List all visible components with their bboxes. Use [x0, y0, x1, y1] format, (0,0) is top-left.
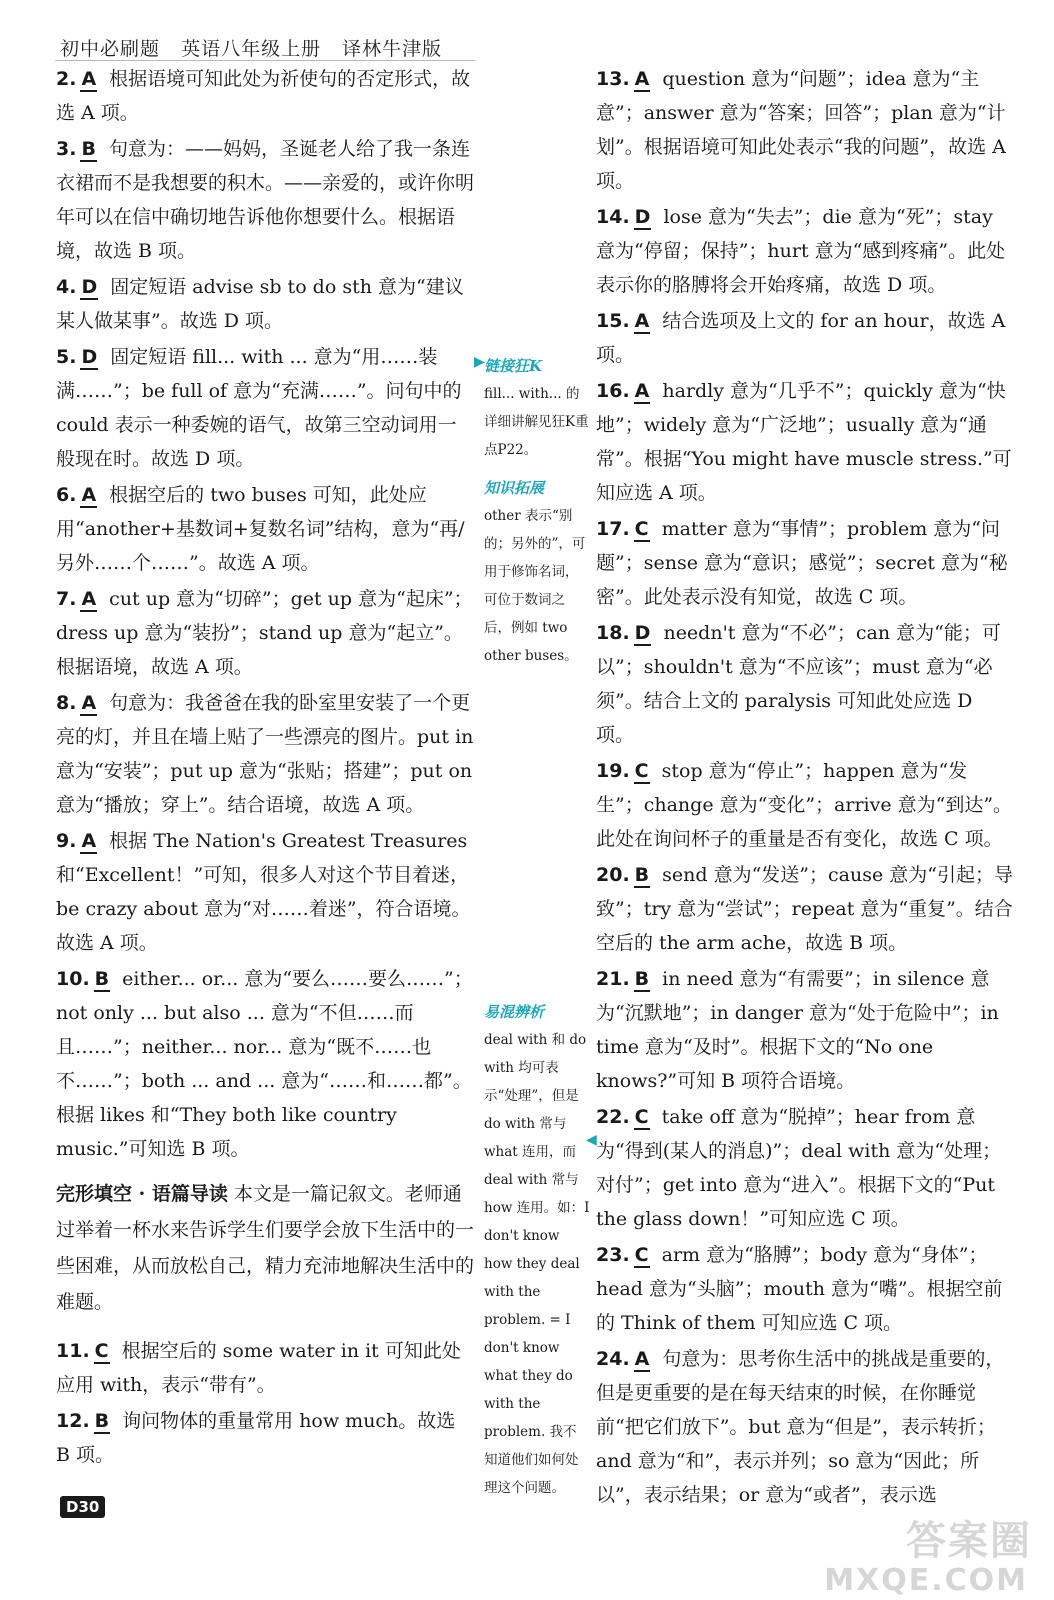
- page-number: D30: [60, 1496, 105, 1518]
- answer-letter: C: [634, 518, 649, 540]
- reading-guide: [56, 1176, 474, 1320]
- header-divider: [55, 60, 475, 61]
- side-note-text: fill... with... 的详细讲解见狂K重点P22。: [484, 386, 589, 458]
- answer-item: [596, 1100, 1014, 1236]
- side-note-expand: [484, 474, 590, 670]
- answer-item: [596, 200, 1014, 302]
- explanation-text: cut up 意为“切碎”；get up 意为“起床”；dress up 意为“装扮”；stand up 意为“起立”。根据语境，故选 A 项。: [56, 588, 473, 678]
- question-number: 18.: [596, 622, 630, 644]
- answer-item: [56, 1404, 474, 1472]
- explanation-text: 固定短语 advise sb to do sth 意为“建议某人做某事”。故选 D 项。: [56, 276, 464, 332]
- arrow-right-icon: ▶: [474, 354, 485, 370]
- question-number: 14.: [596, 206, 630, 228]
- question-number: 17.: [596, 518, 630, 540]
- explanation-text: 根据语境可知此处为祈使句的否定形式，故选 A 项。: [56, 68, 471, 124]
- question-number: 11.: [56, 1340, 90, 1362]
- explanation-text: in need 意为“有需要”；in silence 意为“沉默地”；in danger 意为“处于危险中”；in time 意为“及时”。根据下文的“No one knows?”可知 B 项符合语境。: [596, 968, 999, 1092]
- explanation-text: needn't 意为“不必”；can 意为“能；可以”；shouldn't 意为“不应该”；must 意为“必须”。结合上文的 paralysis 可知此处应选 D 项。: [596, 622, 1001, 746]
- answer-letter: A: [81, 588, 97, 610]
- answer-letter: C: [634, 760, 649, 782]
- answer-letter: B: [94, 968, 110, 990]
- guide-title: 完形填空 · 语篇导读: [56, 1183, 228, 1205]
- answer-item: [56, 270, 474, 338]
- answer-letter: A: [634, 1348, 650, 1370]
- answer-item: [56, 962, 474, 1166]
- arrow-left-icon: ◀: [586, 1132, 597, 1148]
- question-number: 20.: [596, 864, 630, 886]
- explanation-text: question 意为“问题”；idea 意为“主意”；answer 意为“答案；回答”；plan 意为“计划”。根据语境可知此处表示“我的问题”，故选 A 项。: [596, 68, 1006, 192]
- answer-item: [596, 512, 1014, 614]
- answer-item: [596, 374, 1014, 510]
- question-number: 22.: [596, 1106, 630, 1128]
- answer-letter: B: [634, 968, 650, 990]
- explanation-text: hardly 意为“几乎不”；quickly 意为“快地”；widely 意为“广泛地”；usually 意为“通常”。根据“You might have muscle stress.”可知应选 A 项。: [596, 380, 1012, 504]
- explanation-text: take off 意为“脱掉”；hear from 意为“得到(某人的消息)”；deal with 意为“处理；对付”；get into 意为“进入”。根据下文的“Put the glass down！”可知应选 C 项。: [596, 1106, 1002, 1230]
- answer-letter: C: [634, 1244, 649, 1266]
- answer-item: [596, 1238, 1014, 1340]
- answer-letter: A: [634, 68, 650, 90]
- answer-item: [56, 62, 474, 130]
- answer-letter: B: [94, 1410, 110, 1432]
- answer-item: [596, 754, 1014, 856]
- answer-item: [56, 824, 474, 960]
- answer-letter: B: [634, 864, 650, 886]
- explanation-text: 句意为：——妈妈，圣诞老人给了我一条连衣裙而不是我想要的积木。——亲爱的，或许你明年可以在信中确切地告诉他你想要什么。根据语境，故选 B 项。: [56, 138, 475, 262]
- question-number: 7.: [56, 588, 77, 610]
- side-note-title: 知识拓展: [484, 479, 545, 497]
- question-number: 2.: [56, 68, 77, 90]
- answer-letter: B: [81, 138, 96, 160]
- book-title: 初中必刷题: [60, 38, 161, 60]
- explanation-text: 根据空后的 two buses 可知，此处应用“another+基数词+复数名词”结构，意为“再/另外……个……”。故选 A 项。: [56, 484, 465, 574]
- answer-item: [596, 304, 1014, 372]
- side-note-title: 易混辨析: [484, 1003, 545, 1021]
- side-note-text: other 表示“别的；另外的”，可用于修饰名词，可位于数词之后，例如 two other buses。: [484, 508, 586, 664]
- subject-title: 英语八年级上册: [181, 38, 322, 60]
- question-number: 10.: [56, 968, 90, 990]
- explanation-text: arm 意为“胳膊”；body 意为“身体”；head 意为“头脑”；mouth 意为“嘴”。根据空前的 Think of them 可知应选 C 项。: [596, 1244, 1003, 1334]
- answer-item: [596, 616, 1014, 752]
- side-note-text: deal with 和 do with 均可表示“处理”，但是 do with 常与 what 连用，而 deal with 常与 how 连用。如：I don't know how they deal with the problem. = I don't know what they do with the problem. 我不知道他们如何处理这个问题。: [484, 1032, 590, 1496]
- guide-text: 本文是一篇记叙文。老师通过举着一杯水来告诉学生们要学会放下生活中的一些困难，从而放松自己，精力充沛地解决生活中的难题。: [56, 1183, 475, 1313]
- explanation-text: send 意为“发送”；cause 意为“引起；导致”；try 意为“尝试”；repeat 意为“重复”。结合空后的 the arm ache，故选 B 项。: [596, 864, 1013, 954]
- question-number: 21.: [596, 968, 630, 990]
- answer-item: [56, 478, 474, 580]
- answer-item: [56, 340, 474, 476]
- right-answer-list: [596, 62, 1014, 1512]
- answer-item: [596, 962, 1014, 1098]
- question-number: 3.: [56, 138, 77, 160]
- question-number: 19.: [596, 760, 630, 782]
- explanation-text: stop 意为“停止”；happen 意为“发生”；change 意为“变化”；arrive 意为“到达”。此处在询问杯子的重量是否有变化，故选 C 项。: [596, 760, 1013, 850]
- answer-item: [56, 1334, 474, 1402]
- answer-item: [596, 62, 1014, 198]
- answer-item: [596, 858, 1014, 960]
- answer-item: [596, 1342, 1014, 1512]
- answer-letter: D: [634, 206, 651, 228]
- answer-letter: D: [81, 346, 98, 368]
- answer-letter: A: [81, 830, 97, 852]
- explanation-text: 句意为：思考你生活中的挑战是重要的，但是更重要的是在每天结束的时候，在你睡觉前“把它们放下”。but 意为“但是”，表示转折；and 意为“和”，表示并列；so 意为“因此；所以”，表示结果；or 意为“或者”，表示选: [596, 1348, 1005, 1506]
- explanation-text: lose 意为“失去”；die 意为“死”；stay 意为“停留；保持”；hurt 意为“感到疼痛”。此处表示你的胳膊将会开始疼痛，故选 D 项。: [596, 206, 1006, 296]
- answer-item: [56, 686, 474, 822]
- edition-title: 译林牛津版: [342, 38, 443, 60]
- side-note-link: [484, 352, 590, 464]
- question-number: 15.: [596, 310, 630, 332]
- answer-letter: A: [634, 310, 650, 332]
- explanation-text: 根据 The Nation's Greatest Treasures 和“Excellent！”可知，很多人对这个节目着迷，be crazy about 意为“对……着迷”，符合语境。故选 A 项。: [56, 830, 471, 954]
- side-note-confuse: [484, 998, 590, 1502]
- explanation-text: matter 意为“事情”；problem 意为“问题”；sense 意为“意识；感觉”；secret 意为“秘密”。此处表示没有知觉，故选 C 项。: [596, 518, 1008, 608]
- right-column: [596, 62, 1014, 1514]
- question-number: 23.: [596, 1244, 630, 1266]
- answer-letter: C: [634, 1106, 649, 1128]
- left-answer-list: [56, 62, 474, 1166]
- explanation-text: 固定短语 fill... with ... 意为“用……装满……”；be full of 意为“充满……”。问句中的 could 表示一种委婉的语气，故第三空动词用一般现在时。故选 D 项。: [56, 346, 462, 470]
- side-note-title: 链接狂K: [484, 357, 543, 375]
- question-number: 4.: [56, 276, 77, 298]
- question-number: 8.: [56, 692, 77, 714]
- answer-letter: A: [81, 484, 97, 506]
- question-number: 9.: [56, 830, 77, 852]
- explanation-text: 结合选项及上文的 for an hour，故选 A 项。: [596, 310, 1006, 366]
- page-header: [60, 34, 456, 61]
- answer-letter: D: [634, 622, 651, 644]
- left-column: [56, 62, 474, 1474]
- answer-letter: D: [81, 276, 98, 298]
- answer-letter: C: [94, 1340, 109, 1362]
- explanation-text: 根据空后的 some water in it 可知此处应用 with，表示“带有”。: [56, 1340, 461, 1396]
- question-number: 5.: [56, 346, 77, 368]
- question-number: 12.: [56, 1410, 90, 1432]
- question-number: 24.: [596, 1348, 630, 1370]
- watermark-logo: 答案圈: [906, 1518, 1032, 1564]
- question-number: 6.: [56, 484, 77, 506]
- watermark-url: MXQE.COM: [824, 1563, 1028, 1598]
- question-number: 13.: [596, 68, 630, 90]
- answer-letter: A: [81, 68, 97, 90]
- left-answer-list-2: [56, 1334, 474, 1472]
- explanation-text: 询问物体的重量常用 how much。故选 B 项。: [56, 1410, 456, 1466]
- answer-item: [56, 582, 474, 684]
- answer-letter: A: [634, 380, 650, 402]
- answer-letter: A: [81, 692, 97, 714]
- explanation-text: 句意为：我爸爸在我的卧室里安装了一个更亮的灯，并且在墙上贴了一些漂亮的图片。put in 意为“安装”；put up 意为“张贴；搭建”；put on 意为“播放；穿上”。结合语境，故选 A 项。: [56, 692, 474, 816]
- explanation-text: either... or... 意为“要么……要么……”；not only ... but also ... 意为“不但……而且……”；neither... nor... 意为“既不……也不……”；both ... and ... 意为“……和……都”。根据 likes 和“They both like country music.”可知选 B 项。: [56, 968, 473, 1160]
- question-number: 16.: [596, 380, 630, 402]
- answer-item: [56, 132, 474, 268]
